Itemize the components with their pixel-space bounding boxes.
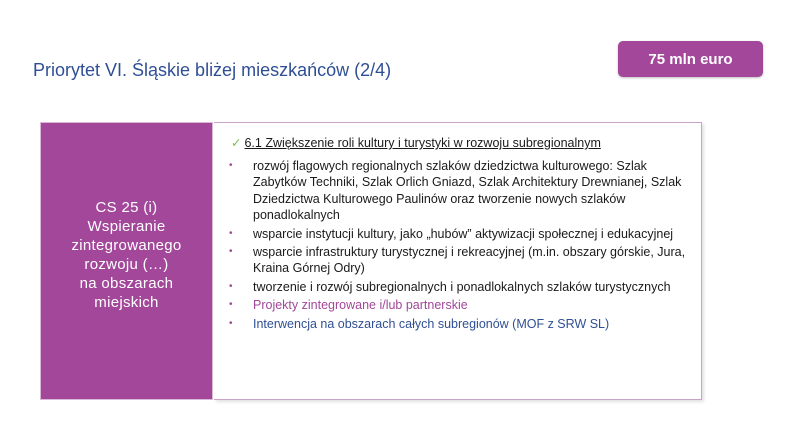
list-item xyxy=(226,297,696,313)
bullet-icon: • xyxy=(229,280,233,292)
bullet-icon: • xyxy=(229,299,233,311)
list-item xyxy=(226,316,696,332)
bullet-icon: • xyxy=(229,160,233,171)
specific-objective-label: CS 25 (i) Wspieranie zintegrowanego rozwoju (…) na obszarach miejskich xyxy=(71,199,182,311)
list-item xyxy=(226,279,696,295)
action-heading xyxy=(231,135,601,150)
list-item-text: wsparcie instytucji kultury, jako „hubów” aktywizacji społecznej i edukacyjnej xyxy=(253,226,674,241)
checkmark-icon: ✓ xyxy=(231,136,242,150)
list-item-text: wsparcie infrastruktury turystycznej i rekreacyjnej (m.in. obszary górskie, Jura, Kraina Górnej Odry) xyxy=(253,245,686,276)
bullet-list xyxy=(226,158,696,334)
list-item xyxy=(226,226,696,242)
list-item-text: tworzenie i rozwój subregionalnych i ponadlokalnych szlaków turystycznych xyxy=(253,279,671,294)
action-heading-text: 6.1 Zwiększenie roli kultury i turystyki w rozwoju subregionalnym xyxy=(244,136,601,150)
bullet-icon: • xyxy=(229,246,233,258)
list-item-text: Interwencja na obszarach całych subregionów (MOF z SRW SL) xyxy=(253,316,610,331)
page-title: Priorytet VI. Śląskie bliżej mieszkańców (2/4) xyxy=(33,60,392,80)
list-item xyxy=(226,158,696,224)
list-item-text: rozwój flagowych regionalnych szlaków dziedzictwa kulturowego: Szlak Zabytków Techniki, Szlak Orlich Gniazd, Szlak Architektury Drewnianej, Szlak Dziedzictwa Kulturowego Paulinów oraz tworzenie nowych szlaków ponadlokalnych xyxy=(253,159,682,223)
list-item xyxy=(226,244,696,277)
list-item-text: Projekty zintegrowane i/lub partnerskie xyxy=(253,298,468,313)
budget-badge: 75 mln euro xyxy=(618,41,763,77)
specific-objective-panel xyxy=(40,122,213,400)
bullet-icon: • xyxy=(229,317,233,329)
bullet-icon: • xyxy=(229,227,233,239)
